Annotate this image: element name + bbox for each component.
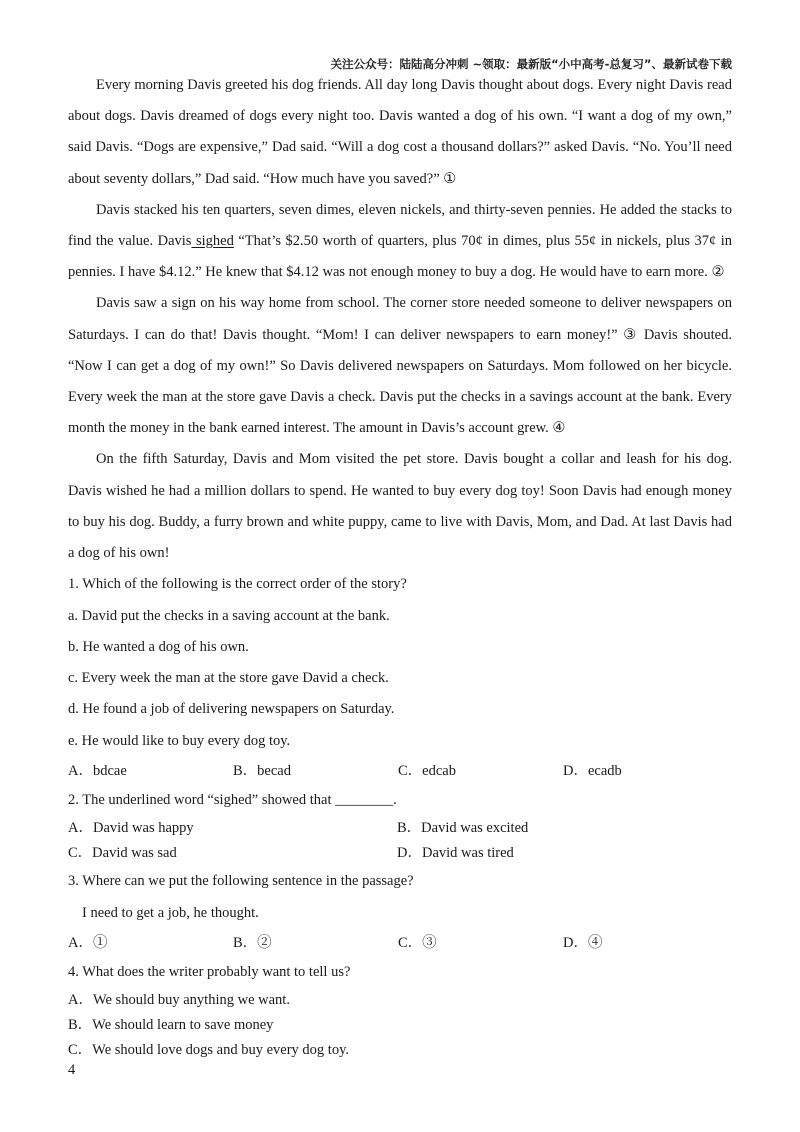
question-1: [68, 569, 732, 785]
page-number: 4: [68, 1062, 76, 1078]
answer-options-row-1: [68, 816, 732, 841]
event-item: d. He found a job of delivering newspapers on Saturday.: [68, 701, 395, 718]
target-sentence: I need to get a job, he thought.: [82, 904, 259, 921]
answer-options: [68, 929, 732, 957]
event-item: a. David put the checks in a saving account at the bank.: [68, 607, 390, 624]
passage-paragraph-3: Davis saw a sign on his way home from school. The corner store needed someone to deliver newspapers on Saturdays. I can do that! Davis thought. “Mom! I can deliver newspapers to earn money!” ③ Davis shouted. “Now I can get a dog of my own!” So Davis delivered newspapers on Saturdays. Mom followed on her bicycle. Every week the man at the store gave Davis a check. Davis put the checks in a savings account at the bank. Every month the money in the bank earned interest. The amount in Davis’s account grew. ④: [68, 295, 732, 437]
document-body: [68, 70, 732, 1063]
passage-paragraph-4: On the fifth Saturday, Davis and Mom visited the pet store. Davis bought a collar and leash for his dog. Davis wished he had a million dollars to spend. He wanted to buy every dog toy! Soon Davis had enough money to buy his dog. Buddy, a furry brown and white puppy, came to live with Davis, Mom, and Dad. At last Davis had a dog of his own!: [68, 451, 732, 562]
answer-options-row-2: [68, 841, 732, 866]
option-d[interactable]: D．④: [563, 934, 603, 951]
option-c[interactable]: C．③: [398, 934, 437, 951]
question-stem: 2. The underlined word “sighed” showed that ________.: [68, 792, 397, 809]
event-item: e. He would like to buy every dog toy.: [68, 732, 291, 749]
option-a[interactable]: A．bdcae: [68, 763, 127, 780]
p2-text-after: “That’s $2.50 worth of quarters, plus 70¢ in dimes, plus 55¢ in nickels, plus 37¢ in pennies. I have $4.12.” He knew that $4.12 was not enough money to buy a dog. He would have to earn more. ②: [68, 233, 733, 281]
passage-paragraph-2: [68, 195, 732, 289]
page-header: 关注公众号：陆陆高分冲刺 ~领取：最新版“小中高考-总复习”、最新试卷下载: [330, 57, 732, 71]
option-a[interactable]: A．We should buy anything we want.: [68, 992, 290, 1009]
question-stem: 3. Where can we put the following sentence in the passage?: [68, 873, 414, 890]
option-b[interactable]: B．②: [233, 934, 272, 951]
option-c[interactable]: C．We should love dogs and buy every dog toy.: [68, 1042, 350, 1059]
option-a[interactable]: A．David was happy: [68, 820, 194, 837]
p2-text-before: Davis stacked his ten quarters, seven dimes, eleven nickels, and thirty-seven pennies. He added the stacks to find the value. Davis: [68, 201, 732, 250]
question-stem: 4. What does the writer probably want to tell us?: [68, 963, 351, 980]
question-3: [68, 866, 732, 957]
question-stem: 1. Which of the following is the correct order of the story?: [68, 576, 407, 593]
question-4: [68, 957, 732, 1063]
option-d[interactable]: D．David was tired: [397, 845, 514, 862]
option-b[interactable]: B．becad: [233, 763, 291, 780]
underlined-word-sighed: sighed: [191, 233, 234, 250]
question-2: [68, 785, 732, 866]
answer-options: [68, 757, 732, 785]
option-a[interactable]: A．①: [68, 934, 108, 951]
option-d[interactable]: D．ecadb: [563, 763, 622, 780]
option-b[interactable]: B．David was excited: [397, 820, 529, 837]
passage-paragraph-1: Every morning Davis greeted his dog friends. All day long Davis thought about dogs. Every night Davis read about dogs. Davis dreamed of dogs every night too. Davis wanted a dog of his own. “I want a dog of my own,” said Davis. “Dogs are expensive,” Dad said. “Will a dog cost a thousand dollars?” asked Davis. “No. You’ll need about seventy dollars,” Dad said. “How much have you saved?” ①: [68, 77, 732, 187]
option-b[interactable]: B．We should learn to save money: [68, 1017, 274, 1034]
option-c[interactable]: C．David was sad: [68, 845, 177, 862]
event-item: c. Every week the man at the store gave David a check.: [68, 670, 389, 687]
option-c[interactable]: C．edcab: [398, 763, 456, 780]
event-item: b. He wanted a dog of his own.: [68, 638, 249, 655]
